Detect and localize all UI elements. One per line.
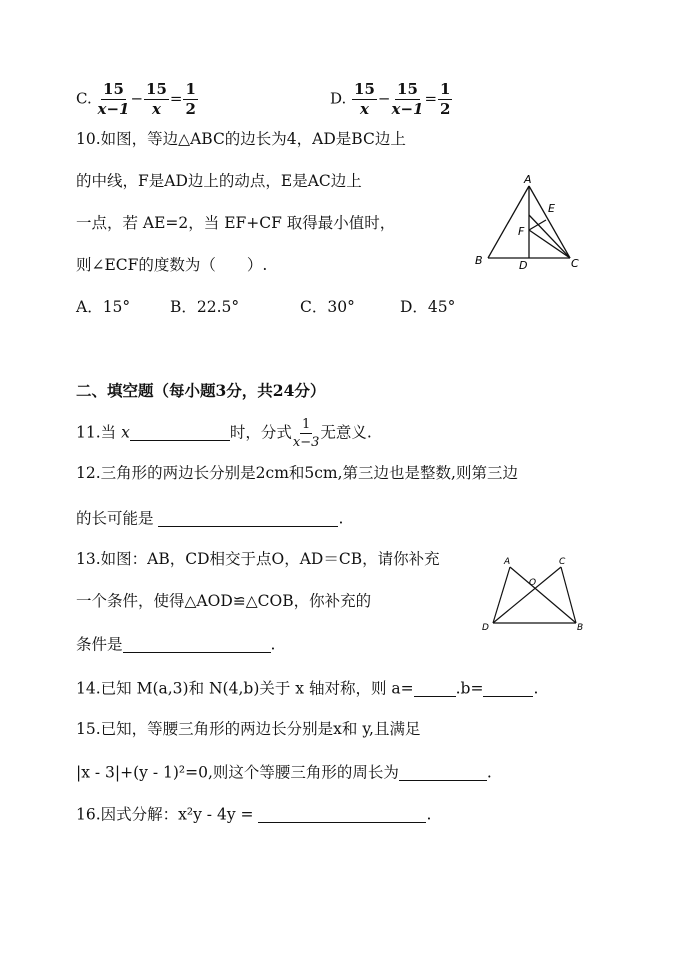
- triangle-figure-q10: [470, 172, 590, 272]
- segment-cb: [561, 567, 576, 623]
- option-c-label: C.: [76, 89, 92, 108]
- crossing-segments-figure-q13: [476, 550, 596, 632]
- q16: 16.因式分解：x²y - 4y = .: [76, 805, 432, 824]
- segment-ab: [510, 567, 576, 623]
- point-e-label: E: [548, 202, 555, 215]
- segment-cd: [493, 567, 561, 623]
- q11: 11.当 x 时，分式 $\frac{1}{x-3}$ 无意义.: [76, 417, 372, 450]
- point-a-label: A: [504, 557, 511, 567]
- fraction: $\frac{15}{x-1}$: [391, 80, 424, 118]
- side-ab: [488, 186, 529, 258]
- point-f-label: F: [518, 225, 525, 238]
- fraction: $\frac{15}{x-1}$: [97, 80, 130, 118]
- point-b-label: B: [475, 254, 483, 267]
- fraction: $\frac{15}{x}$: [354, 80, 375, 118]
- q14: 14.已知 M(a,3)和 N(4,b)关于 x 轴对称，则 a= .b= .: [76, 679, 539, 698]
- point-c-label: C: [559, 557, 566, 567]
- q10-line2: 的中线，F是AD边上的动点，E是AC边上: [76, 172, 362, 190]
- point-o-label: O: [529, 578, 537, 588]
- segment-cf: [529, 230, 570, 258]
- answer-blank-b[interactable]: [483, 680, 533, 697]
- option-d-label: D.: [330, 89, 347, 108]
- q13-line3: 条件是 .: [76, 635, 276, 654]
- answer-blank[interactable]: [158, 510, 338, 527]
- fraction: $\frac{1}{x-3}$: [292, 417, 320, 450]
- answer-blank[interactable]: [399, 764, 487, 781]
- fraction: $\frac{1}{2}$: [185, 80, 196, 118]
- q10-option-c: C．30°: [300, 298, 355, 316]
- q15-line2: |x - 3|+(y - 1)²=0,则这个等腰三角形的周长为 .: [76, 763, 492, 782]
- q10-line1: 10.如图，等边△ABC的边长为4，AD是BC边上: [76, 130, 406, 148]
- fraction: $\frac{1}{2}$: [440, 80, 451, 118]
- q15-line1: 15.已知，等腰三角形的两边长分别是x和 y,且满足: [76, 720, 421, 738]
- segment-fe: [529, 220, 546, 230]
- segment-ad: [493, 567, 510, 623]
- section-heading: 二、填空题（每小题3分，共24分）: [76, 381, 326, 400]
- q10-option-b: B．22.5°: [170, 298, 240, 316]
- option-d: D. $\frac{15}{x}$ − $\frac{15}{x-1}$ = $\frac{1}{2}$: [330, 80, 451, 118]
- q10-line3: 一点，若 AE=2，当 EF+CF 取得最小值时，: [76, 214, 396, 232]
- point-c-label: C: [571, 257, 579, 270]
- q12-line2: 的长可能是 .: [76, 509, 344, 528]
- point-b-label: B: [577, 623, 584, 632]
- q10-line4: 则∠ECF的度数为（ ）.: [76, 256, 268, 274]
- q10-option-a: A．15°: [76, 298, 131, 316]
- q13-line1: 13.如图：AB，CD相交于点O，AD＝CB，请你补充: [76, 550, 440, 568]
- q12-line1: 12.三角形的两边长分别是2cm和5cm,第三边也是整数,则第三边: [76, 464, 518, 482]
- point-d-label: D: [482, 623, 489, 632]
- q13-line2: 一个条件，使得△AOD≌△COB，你补充的: [76, 592, 372, 610]
- answer-blank[interactable]: [123, 636, 271, 653]
- answer-blank-a[interactable]: [414, 680, 456, 697]
- answer-blank[interactable]: [130, 424, 230, 441]
- point-d-label: D: [519, 259, 528, 272]
- option-c: C. $\frac{15}{x-1}$ − $\frac{15}{x}$ = $\frac{1}{2}$: [76, 80, 196, 118]
- q10-option-d: D．45°: [400, 298, 456, 316]
- fraction: $\frac{15}{x}$: [146, 80, 167, 118]
- answer-blank[interactable]: [258, 806, 426, 823]
- point-a-label: A: [524, 173, 532, 186]
